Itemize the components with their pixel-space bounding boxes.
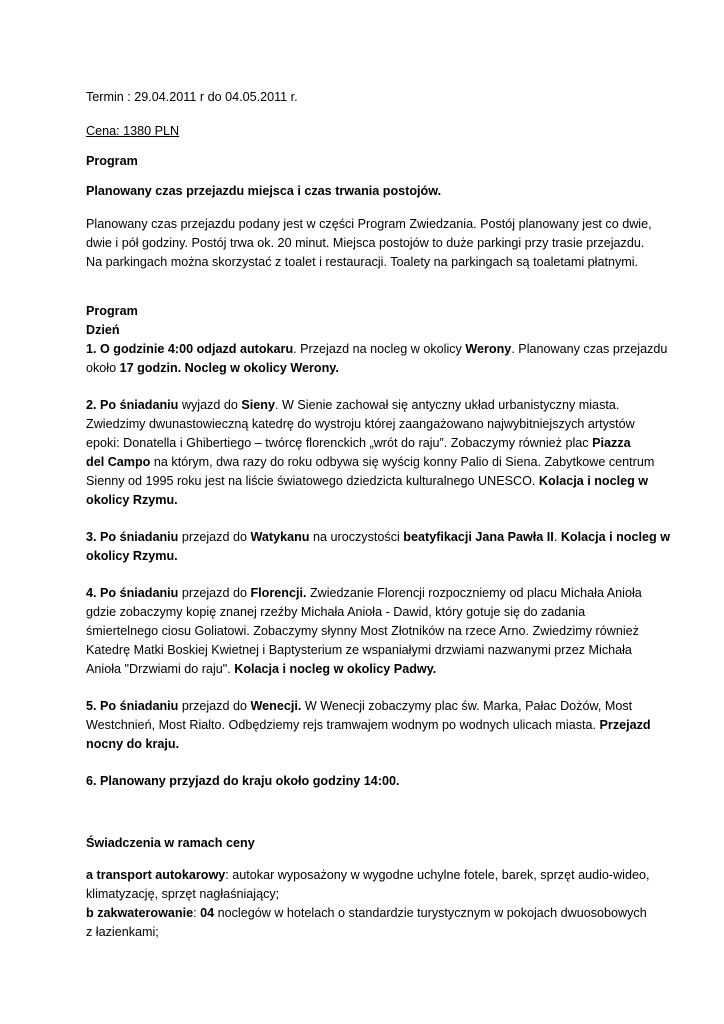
- day2-text-2: . W Sienie zachował się antyczny układ urbanistyczny miasta.: [274, 398, 620, 412]
- day2-line-2: Zwiedzimy dwunastowieczną katedrę do wystroju której zaangażowano najwybitniejszych artystów: [86, 417, 635, 431]
- intro-line-2: dwie i pół godziny. Postój trwa ok. 20 minut. Miejsca postojów to duże parkingi przy trasie przejazdu.: [86, 236, 645, 250]
- day2-text-5: Sienny od 1995 roku jest na liście światowego dziedzicta kulturalnego UNESCO.: [86, 474, 539, 488]
- day2-text-1: wyjazd do: [178, 398, 242, 412]
- day4-line-5: [86, 660, 436, 679]
- day5-text-2: W Wenecji zobaczymy plac św. Marka, Pałac Dożów, Most: [301, 699, 633, 713]
- day4-text-1: przejazd do: [178, 586, 251, 600]
- day-label-text: Dzień: [86, 323, 120, 337]
- day1-text-2: . Planowany czas przejazdu: [511, 342, 668, 356]
- day4-bold-1: 4. Po śniadaniu: [86, 586, 179, 600]
- day2-line-5: [86, 472, 648, 491]
- day3-text-2: na uroczystości: [309, 530, 404, 544]
- day2-bold-3: Piazza: [592, 436, 631, 450]
- program-subheading: [86, 302, 138, 321]
- service-b-text-2: noclegów w hotelach o standardzie turystycznym w pokojach dwuosobowych: [214, 906, 647, 920]
- day1-line-2: [86, 359, 339, 378]
- program-heading: [86, 152, 138, 171]
- program-heading-text: Program: [86, 154, 138, 168]
- day6-bold: 6. Planowany przyjazd do kraju około godziny 14:00.: [86, 774, 400, 788]
- day2-line-6: [86, 491, 178, 510]
- day4-text-2: Zwiedzanie Florencji rozpoczniemy od placu Michała Anioła: [306, 586, 642, 600]
- services-heading: [86, 834, 255, 853]
- intro-line-1: Planowany czas przejazdu podany jest w części Program Zwiedzania. Postój planowany jest co dwie,: [86, 217, 652, 231]
- day6-line: [86, 772, 400, 791]
- day-label: [86, 321, 120, 340]
- day5-text-1: przejazd do: [178, 699, 251, 713]
- day3-bold-4: Kolacja i nocleg w: [560, 530, 670, 544]
- day3-bold-2: Watykanu: [250, 530, 310, 544]
- service-b-line-1: [86, 904, 647, 923]
- service-a-text: : autokar wyposażony w wygodne uchylne fotele, barek, sprzęt audio-wideo,: [225, 868, 650, 882]
- day4-line-3: śmiertelnego ciosu Goliatowi. Zobaczymy słynny Most Złotników na rzece Arno. Zwiedzimy również: [86, 624, 639, 638]
- day2-bold-1: 2. Po śniadaniu: [86, 398, 179, 412]
- day3-line-1: [86, 528, 670, 547]
- travel-time-heading: [86, 182, 441, 201]
- day5-line-2: [86, 716, 651, 735]
- service-b-bold: b zakwaterowanie: [86, 906, 194, 920]
- day2-bold-4: del Campo: [86, 455, 151, 469]
- day2-text-4: na którym, dwa razy do roku odbywa się wyścig konny Palio di Siena. Zabytkowe centrum: [150, 455, 655, 469]
- travel-time-heading-text: Planowany czas przejazdu miejsca i czas trwania postojów.: [86, 184, 442, 198]
- day5-line-1: [86, 697, 632, 716]
- day5-bold-1: 5. Po śniadaniu: [86, 699, 179, 713]
- day5-line-3: [86, 735, 179, 754]
- day5-bold-2: Wenecji.: [250, 699, 302, 713]
- day1-bold-2: Werony: [465, 342, 512, 356]
- day2-line-3: [86, 434, 631, 453]
- program-subheading-text: Program: [86, 304, 138, 318]
- day2-line-1: [86, 396, 619, 415]
- service-b-line-2: z łazienkami;: [86, 925, 159, 939]
- day1-bold-3: 17 godzin. Nocleg w okolicy Werony.: [119, 361, 339, 375]
- day4-text-5: Anioła "Drzwiami do raju".: [86, 662, 235, 676]
- day2-text-3: epoki: Donatella i Ghibertiego – twórcę florenckich „wrót do raju”. Zobaczymy również plac: [86, 436, 593, 450]
- day3-bold-1: 3. Po śniadaniu: [86, 530, 179, 544]
- intro-line-3: Na parkingach można skorzystać z toalet i restauracji. Toalety na parkingach są toaletami płatnymi.: [86, 255, 639, 269]
- day4-bold-2: Florencji.: [250, 586, 307, 600]
- day5-bold-3: Przejazd: [599, 718, 651, 732]
- day5-text-3: Westchnień, Most Rialto. Odbędziemy rejs tramwajem wodnym po wodnych ulicach miasta.: [86, 718, 600, 732]
- day3-bold-3: beatyfikacji Jana Pawła II: [403, 530, 554, 544]
- price-line: [86, 122, 179, 141]
- day2-bold-6: okolicy Rzymu.: [86, 493, 178, 507]
- price-text: Cena: 1380 PLN: [86, 124, 180, 138]
- day3-line-2: [86, 547, 178, 566]
- day4-line-4: Katedrę Matki Boskiej Kwietnej i Baptysterium ze wspaniałymi drzwiami nazwanymi przez Michała: [86, 643, 632, 657]
- day2-bold-2: Sieny: [241, 398, 275, 412]
- service-b-text-1: :: [193, 906, 201, 920]
- service-a-bold: a transport autokarowy: [86, 868, 226, 882]
- day2-line-4: [86, 453, 654, 472]
- day2-bold-5: Kolacja i nocleg w: [538, 474, 649, 488]
- day1-line-1: [86, 340, 667, 359]
- service-b-bold-2: 04: [200, 906, 215, 920]
- day1-text-1: . Przejazd na nocleg w okolicy: [293, 342, 466, 356]
- day3-text-1: przejazd do: [178, 530, 251, 544]
- day1-text-3: około: [86, 361, 120, 375]
- day4-line-1: [86, 584, 642, 603]
- day4-bold-5: Kolacja i nocleg w okolicy Padwy.: [234, 662, 437, 676]
- service-a-line-2: klimatyzację, sprzęt nagłaśniający;: [86, 887, 280, 901]
- day3-bold-5: okolicy Rzymu.: [86, 549, 178, 563]
- termin-line: Termin : 29.04.2011 r do 04.05.2011 r.: [86, 90, 298, 104]
- services-heading-text: Świadczenia w ramach ceny: [86, 836, 255, 850]
- day5-bold-4: nocny do kraju.: [86, 737, 180, 751]
- day1-bold-1: 1. O godzinie 4:00 odjazd autokaru: [86, 342, 294, 356]
- service-a-line-1: [86, 866, 650, 885]
- day3-text-3: .: [553, 530, 561, 544]
- day4-line-2: gdzie zobaczymy kopię znanej rzeźby Michała Anioła - Dawid, który gotuje się do zadania: [86, 605, 586, 619]
